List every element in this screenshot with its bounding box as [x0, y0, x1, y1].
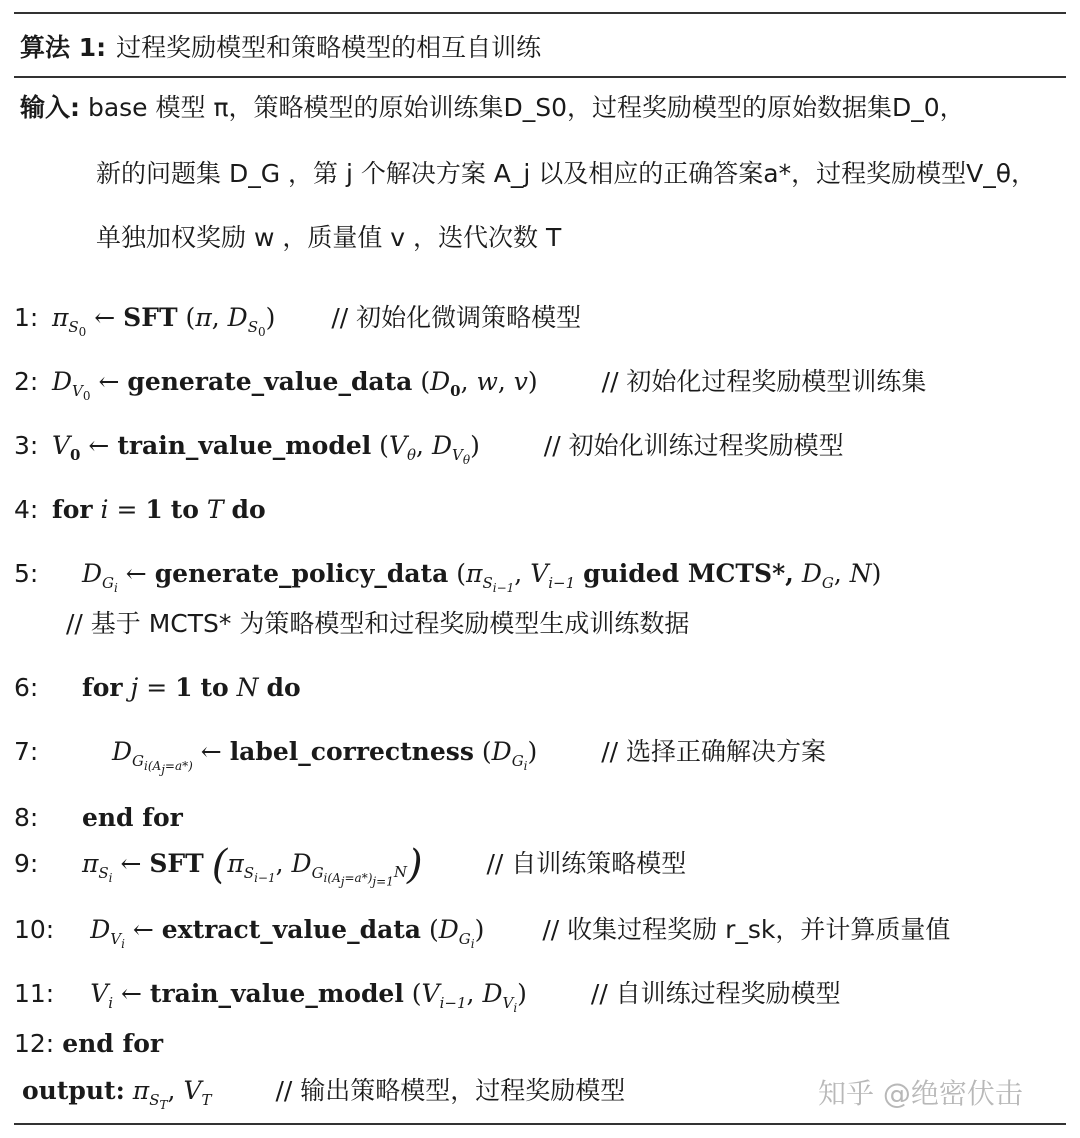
step-number: 11:	[14, 979, 55, 1008]
step-comment: // 基于 MCTS* 为策略模型和过程奖励模型生成训练数据	[66, 609, 690, 638]
step-expression: $D_{V_i}$ ← extract_value_data $(D_{G_i})$	[90, 915, 485, 951]
input-line-1-text: base 模型 π，策略模型的原始训练集D_S0，过程奖励模型的原始数据集D_0，	[87, 93, 965, 122]
watermark: 知乎 @绝密伏击	[818, 1077, 1023, 1110]
step-number: 7:	[14, 737, 39, 766]
step-comment: // 初始化过程奖励模型训练集	[601, 367, 927, 396]
step-number: 2:	[14, 367, 39, 396]
step-expression: $V_0$ ← train_value_model ($V_\theta$, $D_{V_\theta}$)	[51, 431, 480, 467]
step-5	[14, 556, 882, 595]
input-label: 输入:	[20, 93, 80, 122]
input-line-3-text: 单独加权奖励 w ，质量值 v ，迭代次数 T	[96, 223, 562, 252]
step-3	[14, 428, 844, 467]
step-comment: // 收集过程奖励 r_sk，并计算质量值	[542, 915, 951, 944]
step-expression: $D_{V_0}$ ← generate_value_data ($D_0$, w, v)	[51, 367, 538, 403]
step-expression: end for	[62, 1029, 164, 1058]
step-number: 6:	[14, 673, 39, 702]
step-1	[14, 300, 582, 339]
step-6	[14, 670, 301, 706]
step-7	[14, 734, 827, 777]
output-line	[22, 1073, 626, 1112]
algorithm-title	[20, 28, 541, 64]
output-expression: $\pi_{S_T}$, $V_T$	[132, 1076, 212, 1112]
algorithm-title-label: 算法 1:	[20, 33, 107, 62]
step-expression: $V_i$ ← train_value_model ($V_{i-1}$, $D_{V_i}$)	[90, 979, 527, 1015]
step-11	[14, 976, 841, 1015]
step-expression: end for	[81, 803, 183, 832]
step-number: 5:	[14, 559, 39, 588]
step-10	[14, 912, 951, 951]
input-line-1	[20, 90, 965, 126]
algorithm-title-text: 过程奖励模型和策略模型的相互自训练	[116, 33, 542, 62]
step-comment: // 自训练策略模型	[486, 849, 687, 878]
step-expression: $D_{G_i}$ ← generate_policy_data ($\pi_{S_{i-1}}$, $V_{i-1}$ guided MCTS*, $D_G$, N)	[81, 559, 882, 595]
step-4	[14, 492, 266, 528]
step-comment: // 自训练过程奖励模型	[590, 979, 841, 1008]
input-line-3	[96, 220, 561, 256]
step-comment: // 初始化微调策略模型	[331, 303, 582, 332]
step-comment: // 初始化训练过程奖励模型	[543, 431, 844, 460]
input-line-2-text: 新的问题集 D_G ，第 j 个解决方案 A_j 以及相应的正确答案a*，过程奖励模型V_θ，	[96, 159, 1037, 188]
step-expression: for j = 1 to N do	[81, 673, 301, 702]
input-line-2	[96, 156, 1036, 192]
step-9	[14, 842, 687, 889]
step-comment: // 选择正确解决方案	[601, 737, 827, 766]
step-expression: $\pi_{S_i}$ ← SFT ($\pi_{S_{i-1}}$, $D_{G_{i(A_j=a*)_{j=1}^N}}$)	[81, 842, 423, 889]
step-number: 12:	[14, 1029, 55, 1058]
step-number: 10:	[14, 915, 55, 944]
step-number: 1:	[14, 303, 39, 332]
step-2	[14, 364, 927, 403]
step-number: 3:	[14, 431, 39, 460]
output-comment: // 输出策略模型，过程奖励模型	[275, 1076, 626, 1105]
step-expression: $D_{G_{i(A_j=a*)}}$ ← label_correctness $(D_{G_i})$	[111, 737, 538, 777]
top-rule	[14, 12, 1066, 14]
step-number: 9:	[14, 849, 39, 878]
step-12	[14, 1026, 163, 1062]
title-rule	[14, 76, 1066, 78]
step-number: 8:	[14, 803, 39, 832]
step-8	[14, 800, 183, 836]
step-expression: for i = 1 to T do	[51, 495, 266, 524]
step-number: 4:	[14, 495, 39, 524]
bottom-rule	[14, 1123, 1066, 1125]
output-label: output:	[22, 1076, 125, 1105]
step-expression: $\pi_{S_0}$ ← SFT (π, $D_{S_0}$)	[51, 303, 276, 339]
step-5-comment-line	[66, 606, 689, 642]
